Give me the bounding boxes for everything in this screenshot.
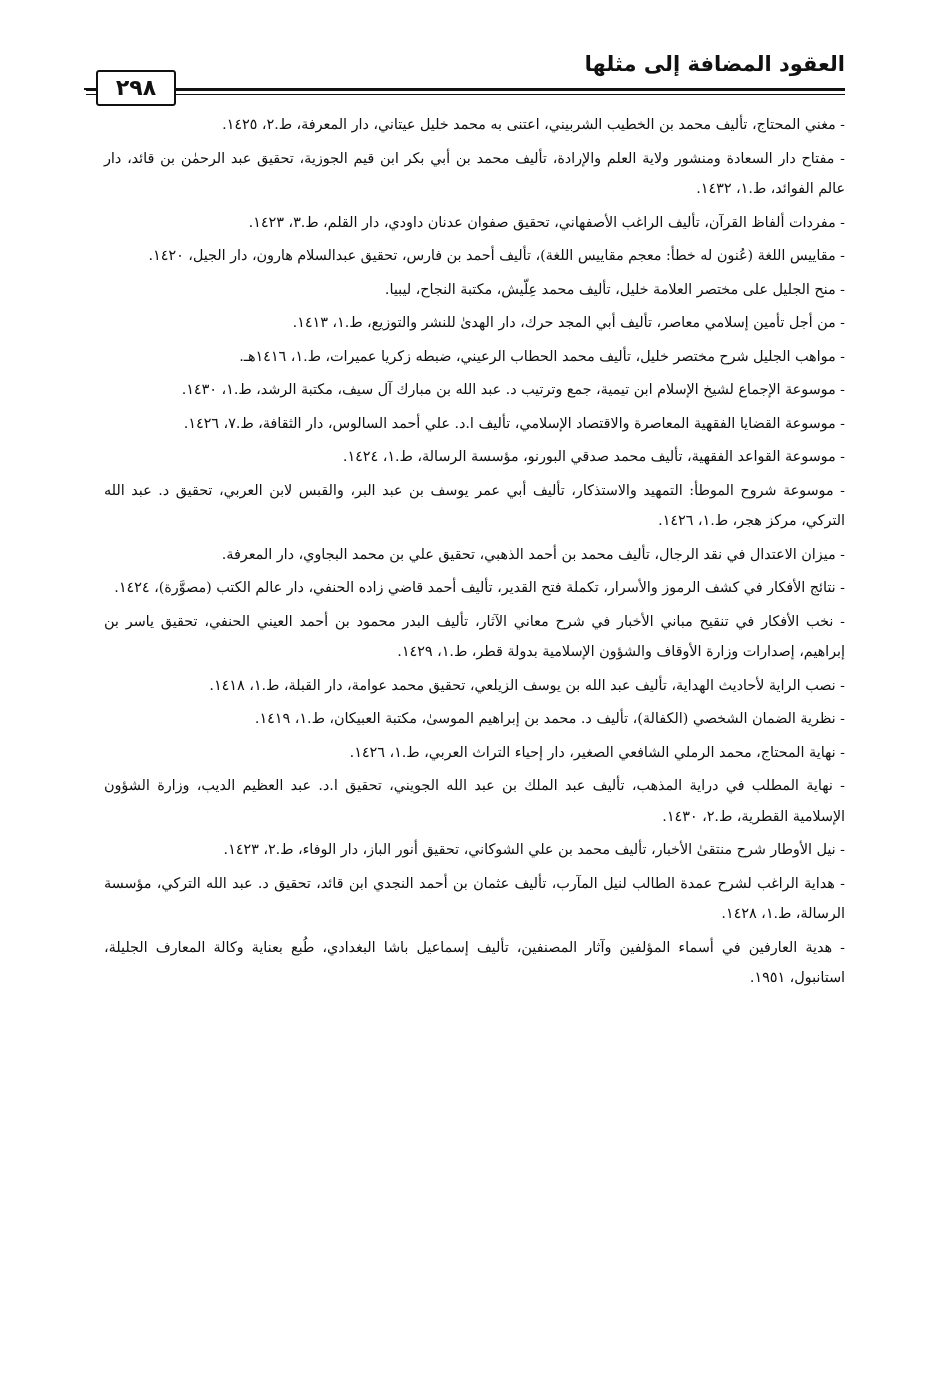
bibliography-entry: - مفتاح دار السعادة ومنشور ولاية العلم والإرادة، تأليف محمد بن أبي بكر ابن قيم الجوزية، تحقيق عبد الرحمٰن بن قائد، دار عالم الفوائد، ط.١، ١٤٣٢. bbox=[104, 150, 845, 197]
bibliography-entry: - موسوعة الإجماع لشيخ الإسلام ابن تيمية، جمع وترتيب د. عبد الله بن مبارك آل سيف، مكتبة الرشد، ط.١، ١٤٣٠. bbox=[181, 382, 845, 398]
bibliography-entry: - نظرية الضمان الشخصي (الكفالة)، تأليف د. محمد بن إبراهيم الموسىٰ، مكتبة العبيكان، ط.١، ١٤١٩. bbox=[254, 711, 845, 727]
bibliography-entry: - هداية الراغب لشرح عمدة الطالب لنيل المآرب، تأليف عثمان بن أحمد النجدي ابن قائد، تحقيق د. عبد الله التركي، مؤسسة الرسالة، ط.١، ١٤٢٨. bbox=[104, 875, 845, 922]
header-rule-thin bbox=[86, 94, 845, 95]
bibliography-entry: - نخب الأفكار في تنقيح مباني الأخبار في شرح معاني الآثار، تأليف البدر محمود بن أحمد العيني الحنفي، تحقيق ياسر بن إبراهيم، إصدارات وزارة الأوقاف والشؤون الإسلامية بدولة قطر، ط.١، ١٤٢٩. bbox=[104, 613, 845, 660]
running-title: العقود المضافة إلى مثلها bbox=[584, 52, 845, 76]
bibliography-entry: - من أجل تأمين إسلامي معاصر، تأليف أبي المجد حرك، دار الهدىٰ للنشر والتوزيع، ط.١، ١٤١٣. bbox=[292, 315, 845, 331]
page-number: ٢٩٨ bbox=[96, 70, 176, 106]
bibliography-entry: - ميزان الاعتدال في نقد الرجال، تأليف محمد بن أحمد الذهبي، تحقيق علي بن محمد البجاوي، دار المعرفة. bbox=[221, 546, 845, 563]
bibliography-entry: - موسوعة القضايا الفقهية المعاصرة والاقتصاد الإسلامي، تأليف ا.د. علي أحمد السالوس، دار الثقافة، ط.٧، ١٤٢٦. bbox=[183, 415, 845, 432]
bibliography-entry: - نتائج الأفكار في كشف الرموز والأسرار، تكملة فتح القدير، تأليف أحمد قاضي زاده الحنفي، دار عالم الكتب (مصوَّرة)، ١٤٢٤. bbox=[114, 580, 845, 596]
bibliography-entry: - موسوعة شروح الموطأ: التمهيد والاستذكار، تأليف أبي عمر يوسف بن عبد البر، والقبس لابن العربي، تحقيق د. عبد الله التركي، مركز هجر، ط.١، ١٤٢٦. bbox=[104, 482, 845, 529]
bibliography-entry: - مفردات ألفاظ القرآن، تأليف الراغب الأصفهاني، تحقيق صفوان عدنان داودي، دار القلم، ط.٣، ١٤٢٣. bbox=[248, 214, 845, 231]
bibliography-list bbox=[104, 110, 845, 997]
bibliography-entry: - نهاية المحتاج، محمد الرملي الشافعي الصغير، دار إحياء التراث العربي، ط.١، ١٤٢٦. bbox=[349, 744, 845, 761]
bibliography-entry: - نيل الأوطار شرح منتقىٰ الأخبار، تأليف محمد بن علي الشوكاني، تحقيق أنور الباز، دار الوفاء، ط.٢، ١٤٢٣. bbox=[223, 842, 845, 858]
bibliography-entry: - هدية العارفين في أسماء المؤلفين وآثار المصنفين، تأليف إسماعيل باشا البغدادي، طُبع بعناية وكالة المعارف الجليلة، استانبول، ١٩٥١. bbox=[104, 939, 845, 986]
bibliography-entry: - مغني المحتاج، تأليف محمد بن الخطيب الشربيني، اعتنى به محمد خليل عيتاني، دار المعرفة، ط.٢، ١٤٢٥. bbox=[222, 117, 845, 133]
page-header bbox=[86, 52, 845, 104]
bibliography-entry: - نهاية المطلب في دراية المذهب، تأليف عبد الملك بن عبد الله الجويني، تحقيق ا.د. عبد العظيم الديب، وزارة الشؤون الإسلامية القطرية، ط.٢، ١٤٣٠. bbox=[104, 778, 845, 825]
bibliography-entry: - موسوعة القواعد الفقهية، تأليف محمد صدقي البورنو، مؤسسة الرسالة، ط.١، ١٤٢٤. bbox=[342, 449, 845, 465]
bibliography-entry: - منح الجليل على مختصر العلامة خليل، تأليف محمد عِلّيش، مكتبة النجاح، ليبيا. bbox=[384, 281, 845, 298]
bibliography-entry: - مواهب الجليل شرح مختصر خليل، تأليف محمد الحطاب الرعيني، ضبطه زكريا عميرات، ط.١، ١٤١٦هـ. bbox=[239, 348, 845, 365]
bibliography-entry: - مقاييس اللغة (عُنون له خطأ: معجم مقاييس اللغة)، تأليف أحمد بن فارس، تحقيق عبدالسلام هارون، دار الجيل، ١٤٢٠. bbox=[148, 248, 845, 264]
header-rule bbox=[86, 88, 845, 91]
bibliography-entry: - نصب الراية لأحاديث الهداية، تأليف عبد الله بن يوسف الزيلعي، تحقيق محمد عوامة، دار القبلة، ط.١، ١٤١٨. bbox=[209, 677, 845, 694]
